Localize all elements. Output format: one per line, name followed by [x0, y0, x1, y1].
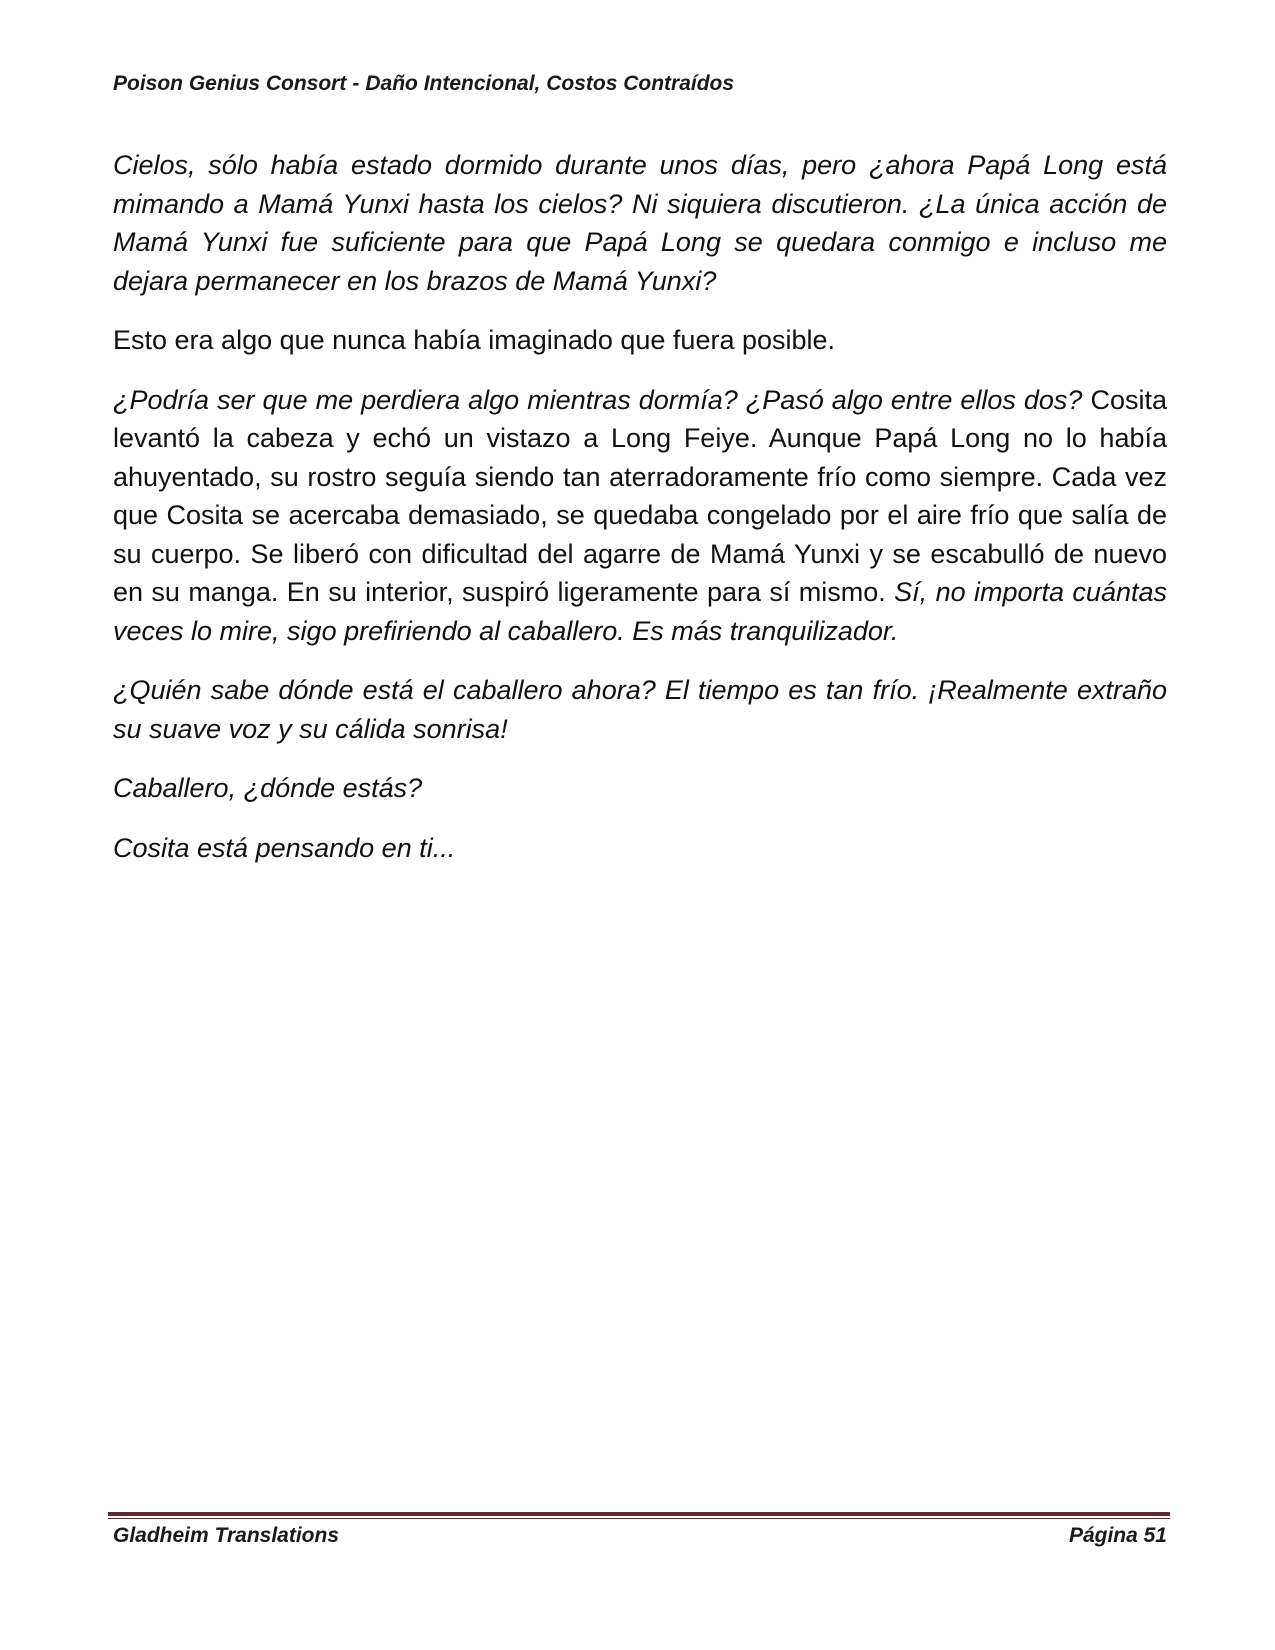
- footer-publisher: Gladheim Translations: [113, 1524, 340, 1547]
- paragraph-1: Cielos, sólo había estado dormido durante unos días, pero ¿ahora Papá Long está mimando a Mamá Yunxi hasta los cielos? Ni siquiera discutieron. ¿La única acción de Mamá Yunxi fue suficiente para que Papá Long se quedara conmigo e incluso me dejara permanecer en los brazos de Mamá Yunxi?: [113, 150, 1167, 296]
- page-body: [113, 146, 1167, 888]
- paragraph-6: Cosita está pensando en ti...: [113, 832, 456, 863]
- footer-divider: [108, 1512, 1170, 1519]
- paragraph-3-narration: Cosita levantó la cabeza y echó un vistazo a Long Feiye. Aunque Papá Long no lo había ahuyentado, su rostro seguía siendo tan aterradoramente frío como siempre. Cada vez que Cosita se acercaba demasiado, se quedaba congelado por el aire frío que salía de su cuerpo. Se liberó con dificultad del agarre de Mamá Yunxi y se escabulló de nuevo en su manga. En su interior, suspiró ligeramente para sí mismo.: [113, 384, 1167, 607]
- paragraph-2: Esto era algo que nunca había imaginado que fuera posible.: [113, 325, 836, 355]
- paragraph-3-thought-start: ¿Podría ser que me perdiera algo mientras dormía? ¿Pasó algo entre ellos dos?: [113, 384, 1083, 415]
- page-header: [113, 72, 1173, 96]
- header-separator: -: [352, 72, 360, 95]
- page-number: Página 51: [1068, 1524, 1167, 1547]
- paragraph-3: [113, 381, 1167, 651]
- paragraph-3-thought-end: Sí, no importa cuántas veces lo mire, sigo prefiriendo al caballero. Es más tranquilizador.: [113, 577, 1167, 646]
- book-title: Poison Genius Consort: [113, 72, 347, 95]
- paragraph-4: ¿Quién sabe dónde está el caballero ahora? El tiempo es tan frío. ¡Realmente extraño su suave voz y su cálida sonrisa!: [113, 675, 1167, 744]
- paragraph-5: Caballero, ¿dónde estás?: [113, 773, 423, 803]
- chapter-title: Daño Intencional, Costos Contraídos: [365, 72, 735, 95]
